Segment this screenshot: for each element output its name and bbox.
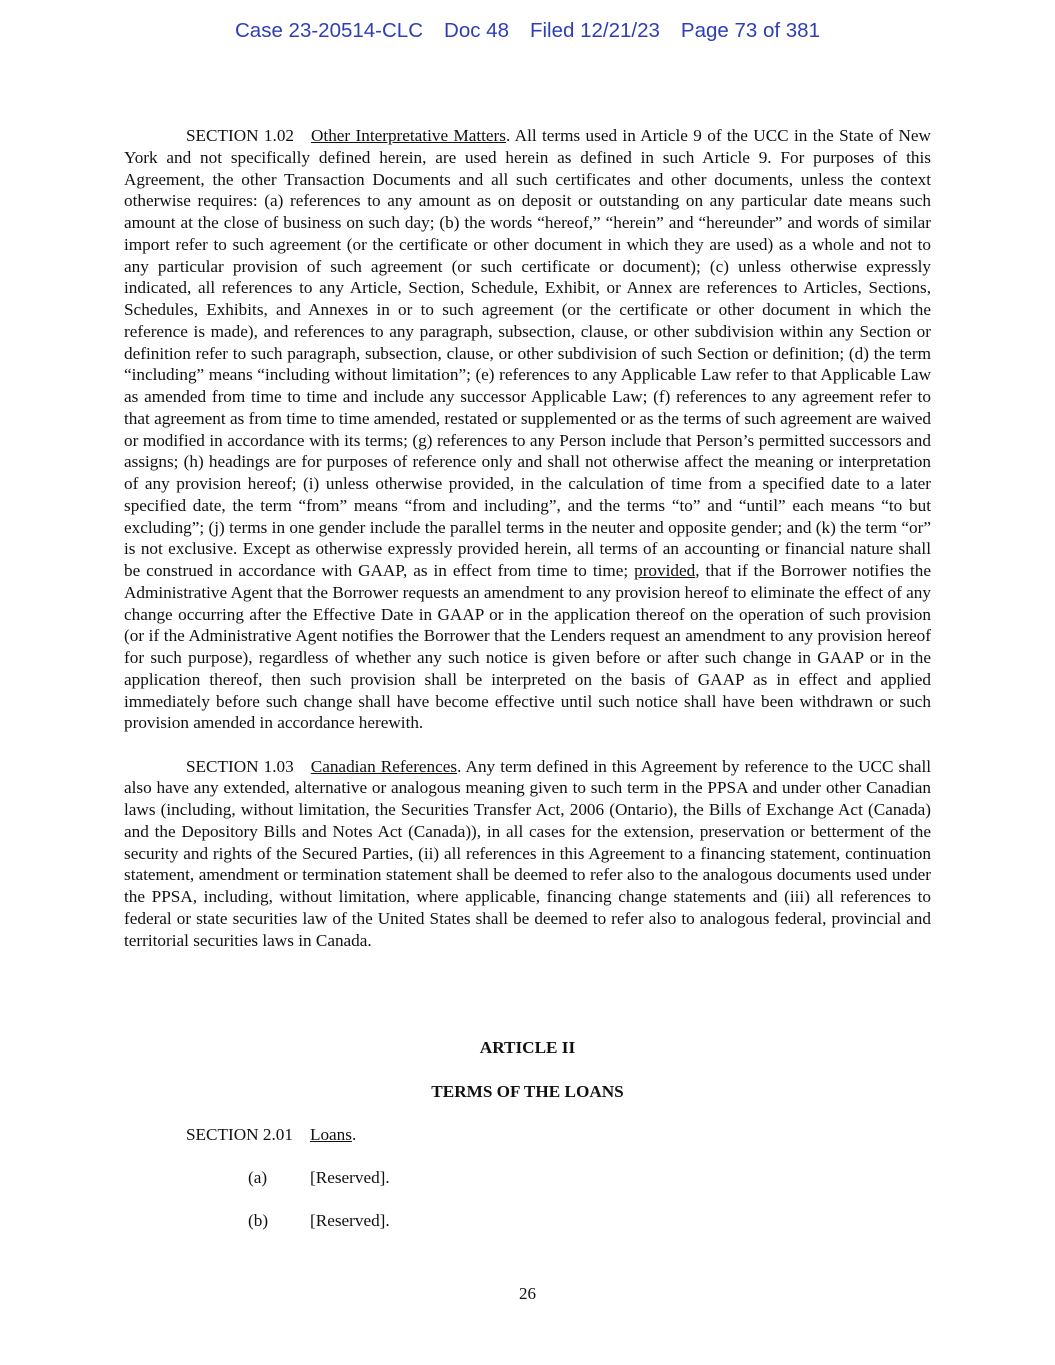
section-2-01-number: SECTION 2.01 [186,1125,293,1144]
case-number: Case 23-20514-CLC [234,19,424,42]
section-2-01-period: . [351,1125,357,1144]
case-filing-header [0,19,1055,43]
section-1-03-number: SECTION 1.03 [186,756,294,776]
list-item-label: (b) [248,1211,269,1230]
section-2-01-heading [186,1125,356,1145]
section-1-02-text-part1: . All terms used in Article 9 of the UCC in the State of New York and not specifically defined herein, are used herein as defined in such Article 9. For purposes of this Agreement, the other Transaction Documents and all such certificates and other documents, unless the context otherwise requires: (a) references to any amount as on deposit or outstanding on any particular date means such amount at the close of business on such day; (b) the words “hereof,” “herein” and “hereunder” and words of similar import refer to such agreement (or the certificate or other document in which they are used) as a whole and not to any particular provision of such agreement (or such certificate or document); (c) unless otherwise expressly indicated, all references to any Article, Section, Schedule, Exhibit, or Annex are references to Articles, Sections, Schedules, Exhibits, and Annexes in or to such agreement (or the certificate or other document in which the reference is made), and references to any paragraph, subsection, clause, or other subdivision within any Section or definition refer to such paragraph, subsection, clause, or other subdivision of such Section or definition; (d) the term “including” means “including without limitation”; (e) references to any Applicable Law refer to that Applicable Law as amended from time to time and include any successor Applicable Law; (f) references to any agreement refer to that agreement as from time to time amended, restated or supplemented or as the terms of such agreement are waived or modified in accordance with its terms; (g) references to any Person include that Person’s permitted successors and assigns; (h) headings are for purposes of reference only and shall not otherwise affect the meaning or interpretation of any provision hereof; (i) unless otherwise provided, in the calculation of time from a specified date to a later specified date, the term “from” means “from and including”, and the terms “to” and “until” each means “to but excluding”; (j) terms in one gender include the parallel terms in the neuter and opposite gender; and (k) the term “or” is not exclusive. Except as otherwise expressly provided herein, all terms of an accounting or financial nature shall be construed in accordance with GAAP, as in effect from time to time; [124,126,931,580]
section-1-02-paragraph [124,125,931,734]
list-item-text: [Reserved]. [310,1211,390,1230]
section-1-03-text: . Any term defined in this Agreement by reference to the UCC shall also have any extended, alternative or analogous meaning given to such term in the PPSA and under other Canadian laws (including, without limitation, the Securities Transfer Act, 2006 (Ontario), the Bills of Exchange Act (Canada) and the Depository Bills and Notes Act (Canada)), in all cases for the extension, preservation or betterment of the security and rights of the Secured Parties, (ii) all references in this Agreement to a financing statement, continuation statement, amendment or termination statement shall be deemed to refer also to the analogous documents used under the PPSA, including, without limitation, where applicable, financing change statements and (iii) all references to federal or state securities law of the United States shall be deemed to refer also to analogous federal, provincial and territorial securities laws in Canada. [124,756,932,950]
section-1-02-number: SECTION 1.02 [186,126,295,145]
page-number: 26 [519,1284,536,1303]
filed-date: Filed 12/21/23 [529,19,660,42]
list-item [248,1211,390,1231]
page-count: Page 73 of 381 [680,19,820,42]
section-2-01-title: Loans [309,1125,352,1144]
article-title: TERMS OF THE LOANS [431,1082,624,1101]
list-item [248,1168,390,1188]
doc-number: Doc 48 [444,19,509,42]
list-item-text: [Reserved]. [310,1168,390,1187]
section-1-03-title: Canadian References [310,756,458,776]
section-1-02-title: Other Interpretative Matters [311,126,506,145]
provided-term: provided [634,561,696,580]
list-item-label: (a) [248,1168,268,1187]
article-heading: ARTICLE II [479,1038,576,1057]
document-body [124,125,931,951]
section-1-03-paragraph [124,756,931,952]
section-1-02-text-part2: , that if the Borrower notifies the Administrative Agent that the Borrower requests an amendment to any provision hereof to eliminate the effect of any change occurring after the Effective Date in GAAP or in the application thereof on the operation of such provision (or if the Administrative Agent notifies the Borrower that the Lenders request an amendment to any provision hereof for such purpose), regardless of whether any such notice is given before or after such change in GAAP or in the application thereof, then such provision shall be interpreted on the basis of GAAP as in effect and applied immediately before such change shall have become effective until such notice shall have been withdrawn or such provision amended in accordance herewith. [124,561,931,733]
